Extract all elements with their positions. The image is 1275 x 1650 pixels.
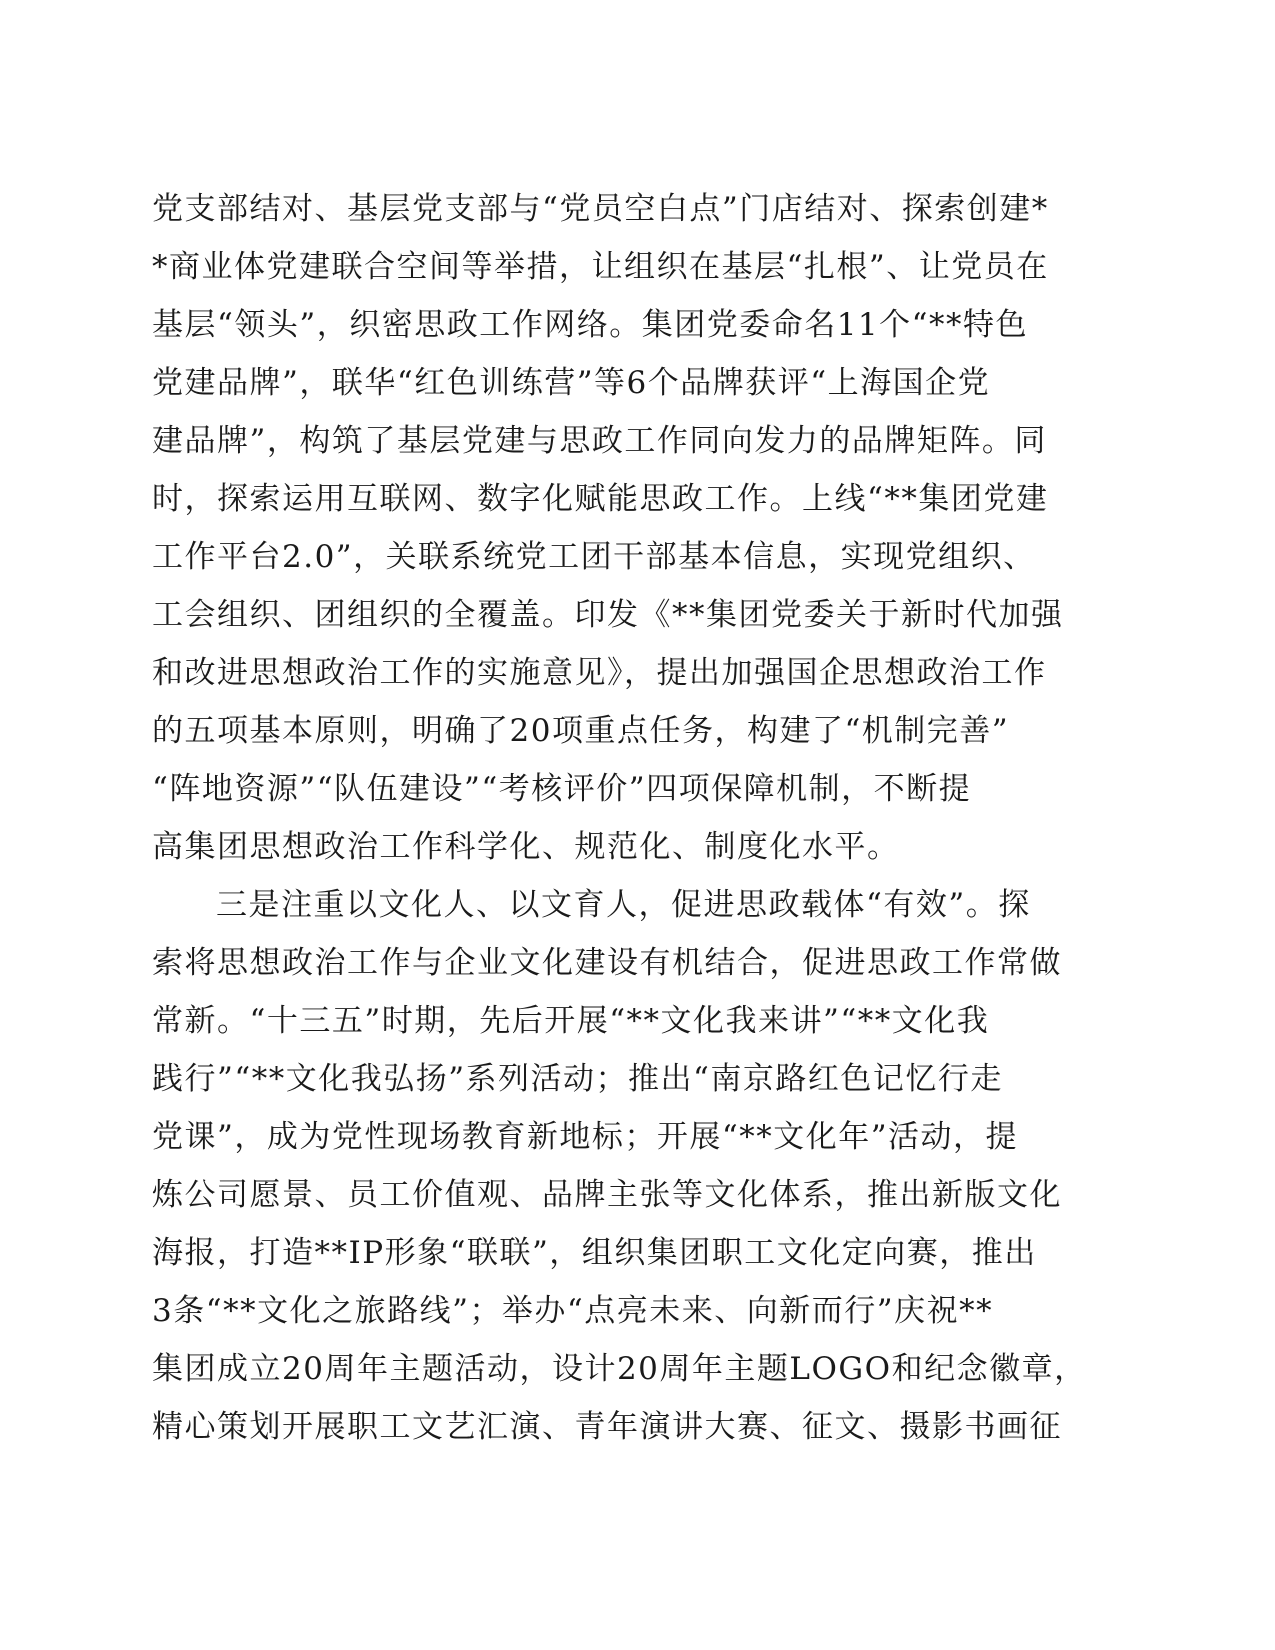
text-line: 党课”，成为党性现场教育新地标；开展“**文化年”活动，提 xyxy=(152,1119,1019,1155)
text-line: 3条“**文化之旅路线”；举办“点亮未来、向新而行”庆祝** xyxy=(152,1293,994,1329)
paragraph-1 xyxy=(152,180,1092,876)
text-line: 的五项基本原则，明确了20项重点任务，构建了“机制完善” xyxy=(152,713,1010,749)
text-line: 和改进思想政治工作的实施意见》，提出加强国企思想政治工作 xyxy=(152,655,1047,691)
text-line: 基层“领头”，织密思政工作网络。集团党委命名11个“**特色 xyxy=(152,307,1028,343)
text-line: 时，探索运用互联网、数字化赋能思政工作。上线“**集团党建 xyxy=(152,481,1049,517)
text-line: 炼公司愿景、员工价值观、品牌主张等文化体系，推出新版文化 xyxy=(152,1177,1062,1213)
text-line: 集团成立20周年主题活动，设计20周年主题LOGO和纪念徽章， xyxy=(152,1351,1087,1387)
text-line: *商业体党建联合空间等举措，让组织在基层“扎根”、让党员在 xyxy=(152,249,1049,285)
text-line: 工会组织、团组织的全覆盖。印发《**集团党委关于新时代加强 xyxy=(152,597,1064,633)
text-line: 践行”“**文化我弘扬”系列活动；推出“南京路红色记忆行走 xyxy=(152,1061,1003,1097)
paragraph-2 xyxy=(152,876,1092,1456)
text-line: 索将思想政治工作与企业文化建设有机结合，促进思政工作常做 xyxy=(152,945,1062,981)
text-line: 高集团思想政治工作科学化、规范化、制度化水平。 xyxy=(152,829,900,865)
text-line: 党建品牌”，联华“红色训练营”等6个品牌获评“上海国企党 xyxy=(152,365,991,401)
text-line: 常新。“十三五”时期，先后开展“**文化我来讲”“**文化我 xyxy=(152,1003,990,1039)
text-line: “阵地资源”“队伍建设”“考核评价”四项保障机制，不断提 xyxy=(152,771,972,807)
text-line: 工作平台2.0”，关联系统党工团干部基本信息，实现党组织、 xyxy=(152,539,1036,575)
body-text xyxy=(152,180,1092,1456)
text-line: 三是注重以文化人、以文育人，促进思政载体“有效”。探 xyxy=(216,887,1031,923)
text-line: 海报，打造**IP形象“联联”，组织集团职工文化定向赛，推出 xyxy=(152,1235,1037,1271)
text-line: 精心策划开展职工文艺汇演、青年演讲大赛、征文、摄影书画征 xyxy=(152,1409,1062,1445)
text-line: 建品牌”，构筑了基层党建与思政工作同向发力的品牌矩阵。同 xyxy=(152,423,1047,459)
text-line: 党支部结对、基层党支部与“党员空白点”门店结对、探索创建* xyxy=(152,191,1049,227)
